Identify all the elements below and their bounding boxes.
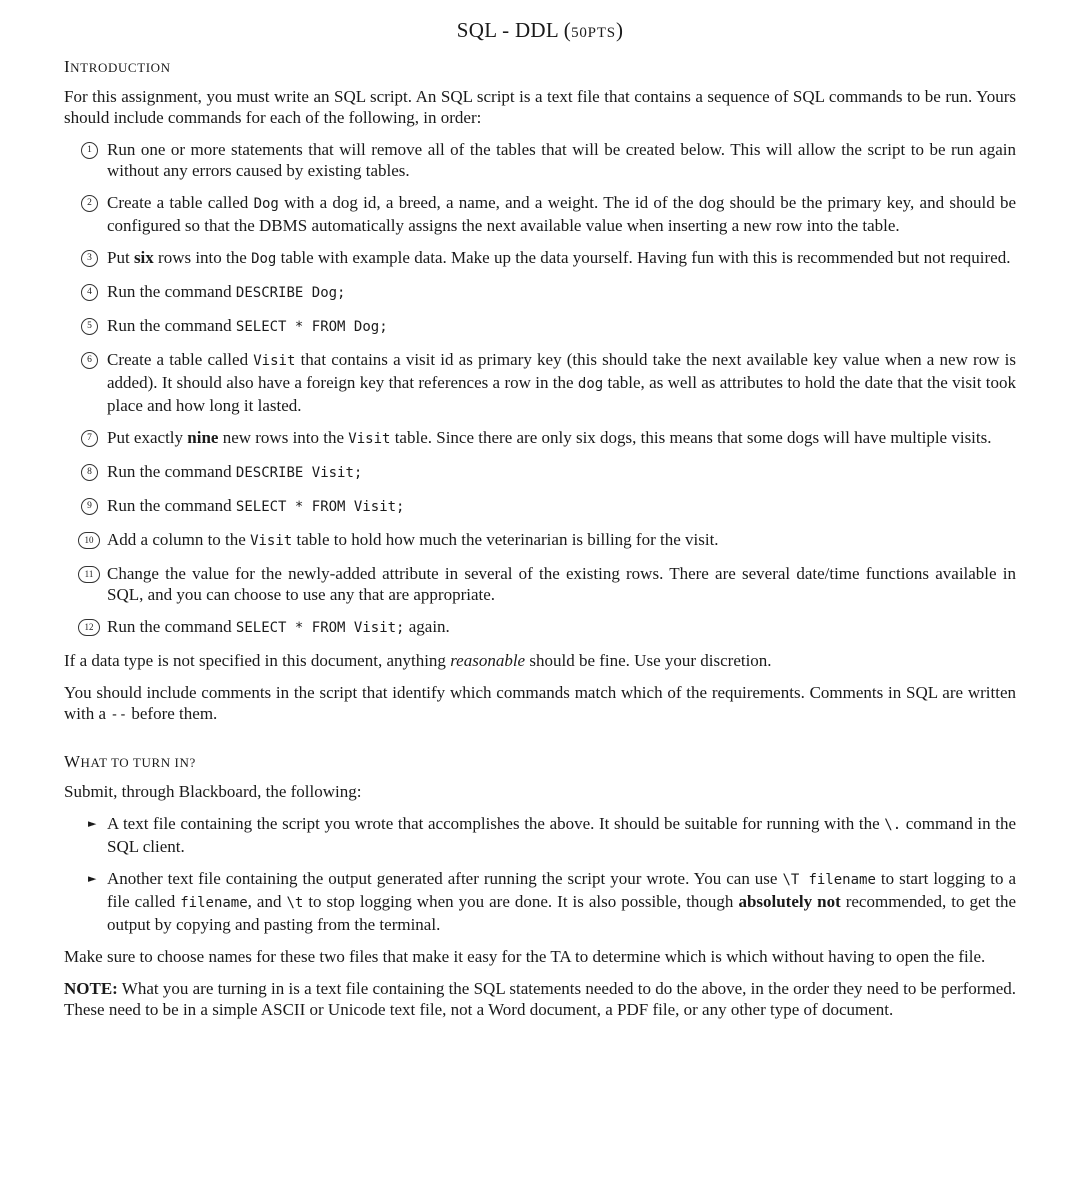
- page-title: SQL - DDL (50PTS): [456, 18, 624, 42]
- naming-note: Make sure to choose names for these two files that make it easy for the TA to determine which is which without having to open the file.: [64, 947, 986, 966]
- list-item: ► A text file containing the script you wrote that accomplishes the above. It should be suitable for running with the \. command in the SQL client.: [88, 814, 1017, 856]
- comments-note: You should include comments in the script that identify which commands match which of the requirements. Comments in SQL are written with a -- before them.: [64, 683, 1016, 723]
- requirements-list: [64, 139, 1016, 639]
- note-label: NOTE:: [64, 979, 118, 998]
- step-number: 9: [81, 498, 98, 515]
- list-item: 8 Run the command DESCRIBE Visit;: [64, 461, 1016, 484]
- list-item: 3 Put six rows into the Dog table with example data. Make up the data yourself. Having fun with this is recommended but not required.: [64, 247, 1016, 270]
- list-item: 5 Run the command SELECT * FROM Dog;: [64, 315, 1016, 338]
- section-heading-introduction: INTRODUCTION: [64, 57, 171, 76]
- turn-in-intro: Submit, through Blackboard, the following:: [64, 782, 362, 801]
- list-item: 10 Add a column to the Visit table to hold how much the veterinarian is billing for the visit.: [64, 529, 1016, 552]
- step-number: 8: [81, 464, 98, 481]
- step-number: 10: [78, 532, 100, 549]
- list-item: 4 Run the command DESCRIBE Dog;: [64, 281, 1016, 304]
- step-number: 5: [81, 318, 98, 335]
- step-number: 3: [81, 250, 98, 267]
- step-number: 1: [81, 142, 98, 159]
- bullet-arrow-icon: ►: [88, 872, 97, 885]
- step-number: 6: [81, 352, 98, 369]
- list-item: 12 Run the command SELECT * FROM Visit; again.: [64, 616, 1016, 639]
- datatype-note: If a data type is not specified in this document, anything reasonable should be fine. Use your discretion.: [64, 651, 772, 670]
- step-number: 2: [81, 195, 98, 212]
- list-item: 1 Run one or more statements that will remove all of the tables that will be created below. This will allow the script to be run again without any errors caused by existing tables.: [64, 139, 1016, 181]
- list-item: 2 Create a table called Dog with a dog id, a breed, a name, and a weight. The id of the dog should be the primary key, and should be configured so that the DBMS automatically assigns the next available value when inserting a new row into the table.: [64, 192, 1016, 236]
- section-heading-what-to-turn-in: WHAT TO TURN IN?: [64, 752, 196, 771]
- final-note: NOTE: What you are turning in is a text file containing the SQL statements needed to do the above, in the order they need to be performed. These need to be in a simple ASCII or Unicode text file, not a Word document, a PDF file, or any other type of document.: [64, 979, 1016, 1019]
- list-item: 7 Put exactly nine new rows into the Visit table. Since there are only six dogs, this means that some dogs will have multiple visits.: [64, 427, 1016, 450]
- list-item: 11 Change the value for the newly-added attribute in several of the existing rows. There are several date/time functions available in SQL, and you can choose to use any that are appropriate.: [64, 563, 1016, 605]
- bullet-arrow-icon: ►: [88, 817, 97, 830]
- list-item: 9 Run the command SELECT * FROM Visit;: [64, 495, 1016, 518]
- step-number: 12: [78, 619, 100, 636]
- submission-list: [64, 813, 1016, 935]
- list-item: 6 Create a table called Visit that contains a visit id as primary key (this should take the next available key value when a new row is added). It should also have a foreign key that references a row in the dog table, as well as attributes to hold the date that the visit took place and how long it lasted.: [64, 349, 1016, 416]
- step-number: 4: [81, 284, 98, 301]
- intro-paragraph: For this assignment, you must write an SQL script. An SQL script is a text file that contains a sequence of SQL commands to be run. Yours should include commands for each of the following, in order:: [64, 87, 1016, 127]
- step-number: 7: [81, 430, 98, 447]
- step-number: 11: [78, 566, 100, 583]
- list-item: ► Another text file containing the output generated after running the script your wrote. You can use \T filename to start logging to a file called filename, and \t to stop logging when you are done. It is also possible, though absolutely not recommended, to get the output by copying and pasting from the terminal.: [88, 869, 1017, 934]
